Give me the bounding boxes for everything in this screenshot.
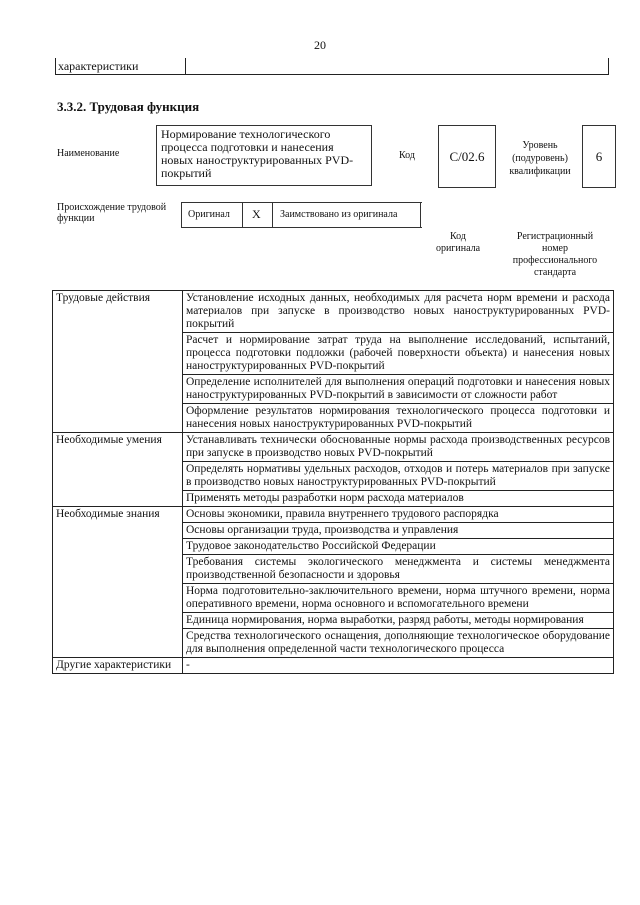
borrowed-label: Заимствовано из оригинала <box>280 209 398 220</box>
row-item: Установление исходных данных, необходимых для расчета норм времени и расхода материалов при запуске в производство новых наноструктурированных PVD-покрытий <box>183 291 614 333</box>
row-group-header: Трудовые действия <box>53 291 183 433</box>
name-label: Наименование <box>57 148 120 159</box>
level-value: 6 <box>582 125 616 188</box>
table-row <box>53 658 614 674</box>
previous-table-label: характеристики <box>56 58 186 74</box>
row-item: Определение исполнителей для выполнения операций подготовки и нанесения новых наноструктурированных PVD-покрытий в зависимости от сложности работ <box>183 375 614 404</box>
row-item: - <box>183 658 614 674</box>
page-number: 20 <box>314 38 326 52</box>
level-label: Уровень (подуровень) квалификации <box>509 140 571 177</box>
row-group-header: Необходимые умения <box>53 433 183 507</box>
row-item: Расчет и нормирование затрат труда на выполнение исследований, испытаний, процесса подготовки подложки (рабочей поверхности объекта) и нанесения новых наноструктурированных PVD-покрытий <box>183 333 614 375</box>
row-item: Требования системы экологического менеджмента и системы менеджмента производственной безопасности и здоровья <box>183 555 614 584</box>
row-item: Оформление результатов нормирования технологического процесса подготовки и нанесения новых наноструктурированных PVD-покрытий <box>183 404 614 433</box>
original-label: Оригинал <box>188 209 230 220</box>
row-item: Определять нормативы удельных расходов, отходов и потерь материалов при запуске в производство новых наноструктурированных PVD-покрытий <box>183 462 614 491</box>
row-item: Устанавливать технически обоснованные нормы расхода производственных ресурсов при запуске в производство новых PVD-покрытий <box>183 433 614 462</box>
code-original-label: Код оригинала <box>435 231 481 254</box>
row-group-header: Другие характеристики <box>53 658 183 674</box>
origin-row <box>181 202 422 228</box>
origin-label: Происхождение трудовой функции <box>57 202 167 224</box>
section-title: 3.3.2. Трудовая функция <box>57 99 200 114</box>
function-name-box: Нормирование технологического процесса подготовки и нанесения новых наноструктурированных PVD-покрытий <box>156 125 372 186</box>
original-mark: X <box>252 207 261 221</box>
code-value: C/02.6 <box>438 125 496 188</box>
row-item: Основы экономики, правила внутреннего трудового распорядка <box>183 507 614 523</box>
row-group-header: Необходимые знания <box>53 507 183 658</box>
code-label: Код <box>399 150 415 161</box>
row-item: Трудовое законодательство Российской Федерации <box>183 539 614 555</box>
row-item: Единица нормирования, норма выработки, разряд работы, методы нормирования <box>183 613 614 629</box>
previous-table-tail <box>55 58 609 75</box>
table-row <box>53 291 614 333</box>
row-item: Норма подготовительно-заключительного времени, норма штучного времени, норма оперативного времени, норма основного и вспомогательного времени <box>183 584 614 613</box>
table-row <box>53 507 614 523</box>
function-details-table <box>52 290 614 674</box>
row-item: Средства технологического оснащения, дополняющие технологическое оборудование для выполнения определенной части технологического процесса <box>183 629 614 658</box>
row-item: Основы организации труда, производства и управления <box>183 523 614 539</box>
row-item: Применять методы разработки норм расхода материалов <box>183 491 614 507</box>
table-row <box>53 433 614 462</box>
reg-number-label: Регистрационный номер профессионального стандарта <box>512 231 598 278</box>
